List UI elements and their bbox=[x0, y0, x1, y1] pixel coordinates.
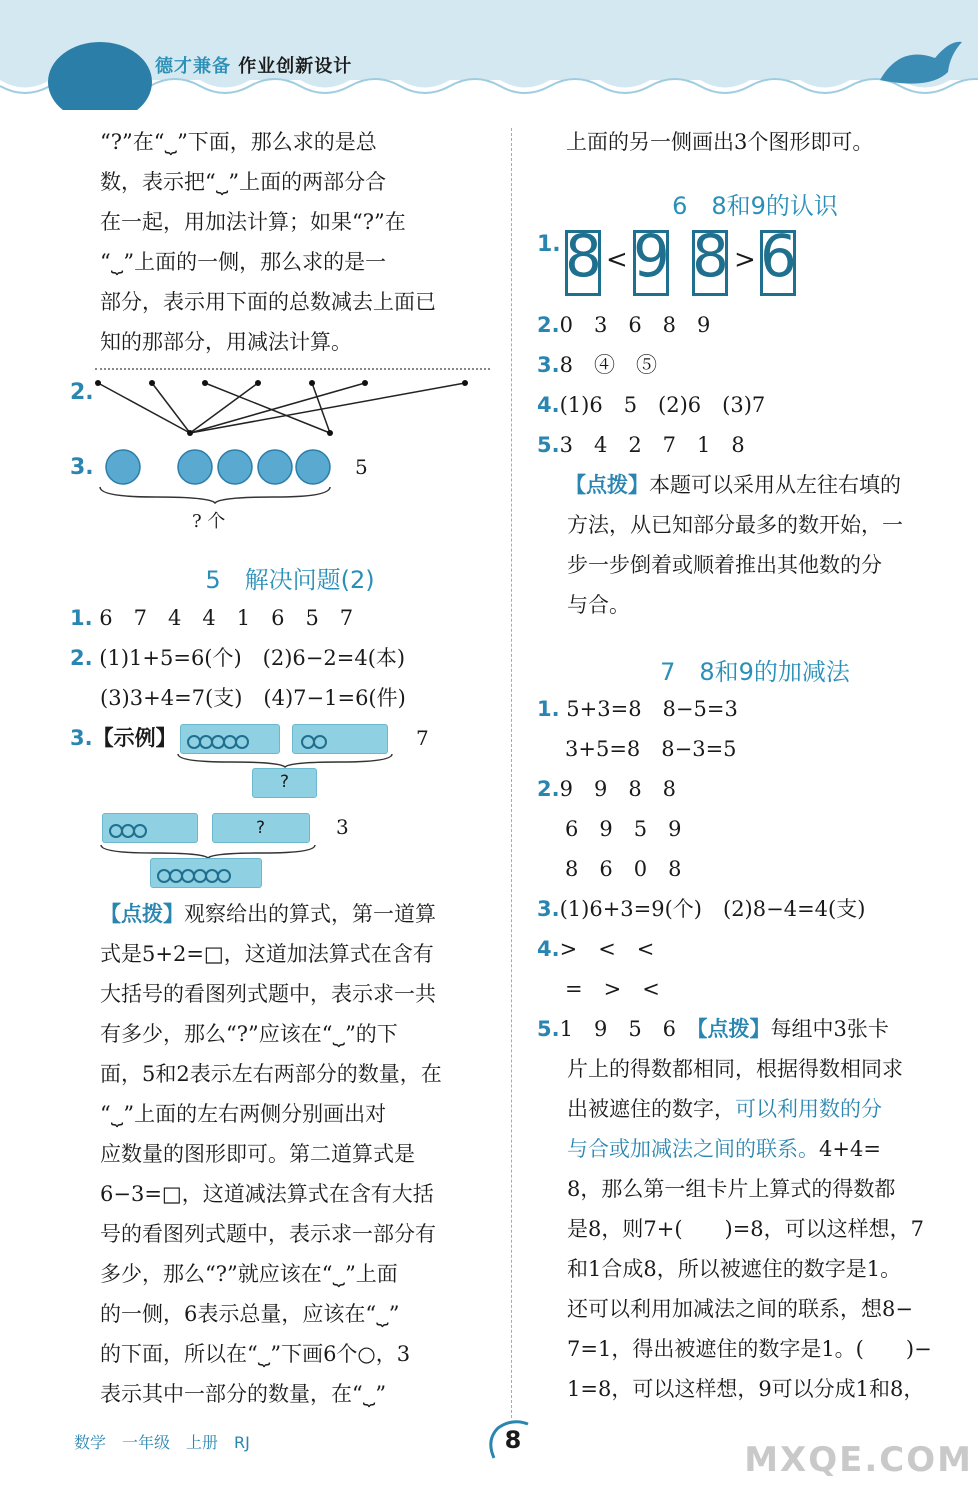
answer-text: (1)6+3=9(个) (2)8−4=4(支) bbox=[559, 897, 866, 921]
answer-text: 6 7 4 4 1 6 5 7 bbox=[99, 606, 354, 630]
answer-text: (1)1+5=6(个) (2)6−2=4(本) bbox=[99, 646, 406, 670]
text-line: 还可以利用加减法之间的联系，想8− bbox=[567, 1297, 913, 1321]
question-number: 3. bbox=[537, 353, 560, 377]
text-line: 每组中3张卡 bbox=[770, 1017, 889, 1041]
example-label: 【示例】 bbox=[92, 726, 177, 750]
brand-title: 德才兼备 作业创新设计 bbox=[155, 56, 353, 77]
dotted-separator bbox=[95, 368, 490, 370]
question-mark: ? bbox=[256, 818, 266, 838]
text-line: 本题可以采用从左往右填的 bbox=[649, 473, 901, 497]
text-line: 与合。 bbox=[567, 593, 630, 617]
highlight-text: 与合或加减法之间的联系。 bbox=[567, 1137, 819, 1161]
footer-subject: 数学 一年级 上册 RJ bbox=[74, 1433, 250, 1452]
answer-text: 6 9 5 9 bbox=[565, 817, 682, 841]
text-line: 的一侧，6表示总量，应该在“⏟” bbox=[100, 1302, 400, 1326]
answer-text: 0 3 6 8 9 bbox=[559, 313, 711, 337]
question-number: 1. bbox=[70, 606, 93, 630]
answer-text: = > < bbox=[565, 977, 660, 1001]
text-line: 面，5和2表示左右两部分的数量，在 bbox=[100, 1062, 442, 1086]
text-line: 在一起，用加法计算；如果“?”在 bbox=[100, 210, 406, 234]
section7-answers bbox=[537, 689, 957, 1409]
text-line: 式是5+2=□，这道加法算式在含有 bbox=[100, 942, 434, 966]
text-line: 数，表示把“⏟”上面的两部分合 bbox=[100, 170, 387, 194]
question-number: 3. bbox=[70, 455, 94, 480]
question-number: 3. bbox=[537, 897, 560, 921]
question-number: 1. bbox=[537, 232, 561, 257]
question-number: 5. bbox=[537, 433, 560, 457]
answer-text: 8 ④ ⑤ bbox=[559, 353, 657, 377]
answer-text: 3 4 2 7 1 8 bbox=[559, 433, 745, 457]
text-line: “⏟”上面的一侧，那么求的是一 bbox=[100, 250, 387, 274]
circle-box-3 bbox=[102, 813, 198, 843]
text-line: 观察给出的算式，第一道算 bbox=[184, 902, 436, 926]
tip-paragraph bbox=[100, 894, 495, 1414]
section-title: 7 8和9的加减法 bbox=[660, 658, 850, 686]
answer-text: 5+3=8 8−5=3 bbox=[566, 697, 738, 721]
text-line: 出被遮住的数字， bbox=[567, 1097, 735, 1121]
comparison-sign: < bbox=[606, 245, 628, 275]
text-line: 多少，那么“?”就应该在“⏟”上面 bbox=[100, 1262, 398, 1286]
text-line: 8，那么第一组卡片上算式的得数都 bbox=[567, 1177, 896, 1201]
digit-text: 9 bbox=[633, 222, 670, 290]
text-line: 知的那部分，用减法计算。 bbox=[100, 330, 352, 354]
digit-text: 6 bbox=[760, 222, 797, 290]
question-number: 2. bbox=[70, 380, 94, 405]
tip-label: 【点拨】 bbox=[697, 1017, 771, 1041]
answer-text: 9 9 8 8 bbox=[559, 777, 677, 801]
circle-box-5 bbox=[180, 724, 280, 754]
text-line: 和1合成8，所以被遮住的数字是1。 bbox=[567, 1257, 902, 1281]
text-line: 1=8，可以这样想，9可以分成1和8， bbox=[567, 1377, 925, 1401]
count-value: 5 bbox=[355, 455, 368, 479]
circle-box-6 bbox=[150, 858, 262, 888]
text-line: “⏟”上面的左右两侧分别画出对 bbox=[100, 1102, 387, 1126]
continued-text bbox=[566, 122, 956, 162]
question-number: 4. bbox=[537, 937, 560, 961]
section-title: 6 8和9的认识 bbox=[672, 192, 838, 220]
text-line: “?”在“⏟”下面，那么求的是总 bbox=[100, 130, 377, 154]
comparison-sign: > bbox=[734, 245, 756, 275]
highlight-text: 可以利用数的分 bbox=[735, 1097, 882, 1121]
fruit-icon bbox=[106, 450, 140, 484]
intro-paragraph bbox=[100, 122, 495, 362]
text-line: 方法，从已知部分最多的数开始，一 bbox=[567, 513, 903, 537]
tip-label: 【点拨】 bbox=[565, 473, 649, 497]
watermark: MXQE.COM bbox=[744, 1440, 973, 1480]
fruit-brace-diagram bbox=[95, 445, 335, 505]
answer-text: 1 9 5 6 bbox=[559, 1017, 677, 1041]
text-line: 部分，表示用下面的总数减去上面已 bbox=[100, 290, 436, 314]
question-number: 2. bbox=[537, 777, 560, 801]
text-line: 4+4= bbox=[819, 1137, 881, 1161]
question-number: 2. bbox=[537, 313, 560, 337]
text-line: 7=1，得出被遮住的数字是1。( )− bbox=[567, 1337, 932, 1361]
text-line: 是8，则7+( )=8，可以这样想，7 bbox=[567, 1217, 925, 1241]
brace-under bbox=[175, 752, 395, 768]
header-wave-decoration bbox=[0, 0, 978, 110]
section5-answers bbox=[70, 598, 500, 758]
question-number: 1. bbox=[537, 697, 560, 721]
column-divider bbox=[511, 128, 512, 1418]
text-line: 表示其中一部分的数量，在“⏟” bbox=[100, 1382, 387, 1406]
question-number: 4. bbox=[537, 393, 560, 417]
page-header bbox=[0, 0, 978, 110]
question-number: 2. bbox=[70, 646, 93, 670]
question-label: ? 个 bbox=[192, 511, 226, 532]
section6-answers bbox=[537, 305, 957, 625]
text-line: 上面的另一侧画出3个图形即可。 bbox=[566, 130, 874, 154]
answer-text: (3)3+4=7(支) (4)7−1=6(件) bbox=[100, 686, 406, 710]
digit-text: 8 bbox=[692, 222, 729, 290]
fruit-icon bbox=[218, 450, 252, 484]
answer-text: 8 6 0 8 bbox=[565, 857, 682, 881]
question-number: 3. bbox=[70, 726, 93, 750]
tip-label: 【点拨】 bbox=[100, 902, 184, 926]
digit-text: 8 bbox=[565, 222, 602, 290]
text-line: 应数量的图形即可。第二道算式是 bbox=[100, 1142, 415, 1166]
text-line: 6−3=□，这道减法算式在含有大括 bbox=[100, 1182, 434, 1206]
fruit-icon bbox=[258, 450, 292, 484]
page-number: 8 bbox=[504, 1426, 522, 1454]
answer-text: > < < bbox=[559, 937, 655, 961]
text-line: 号的看图列式题中，表示求一部分有 bbox=[100, 1222, 436, 1246]
text-line: 有多少，那么“?”应该在“⏟”的下 bbox=[100, 1022, 398, 1046]
text-line: 片上的得数都相同，根据得数相同求 bbox=[567, 1057, 903, 1081]
part-value: 3 bbox=[336, 815, 349, 839]
question-mark: ? bbox=[280, 772, 290, 792]
total-value: 7 bbox=[416, 726, 429, 750]
answer-text: 3+5=8 8−3=5 bbox=[565, 737, 737, 761]
matching-lines-diagram bbox=[90, 375, 480, 440]
fruit-icon bbox=[178, 450, 212, 484]
fruit-icon bbox=[296, 450, 330, 484]
answer-text: (1)6 5 (2)6 (3)7 bbox=[559, 393, 766, 417]
text-line: 的下面，所以在“⏟”下画6个○，3 bbox=[100, 1342, 411, 1366]
brace-under bbox=[98, 843, 318, 859]
section-title: 5 解决问题(2) bbox=[205, 566, 375, 594]
text-line: 大括号的看图列式题中，表示求一共 bbox=[100, 982, 436, 1006]
circle-box-2 bbox=[292, 724, 388, 754]
question-number: 5. bbox=[537, 1017, 560, 1041]
text-line: 步一步倒着或顺着推出其他数的分 bbox=[567, 553, 882, 577]
